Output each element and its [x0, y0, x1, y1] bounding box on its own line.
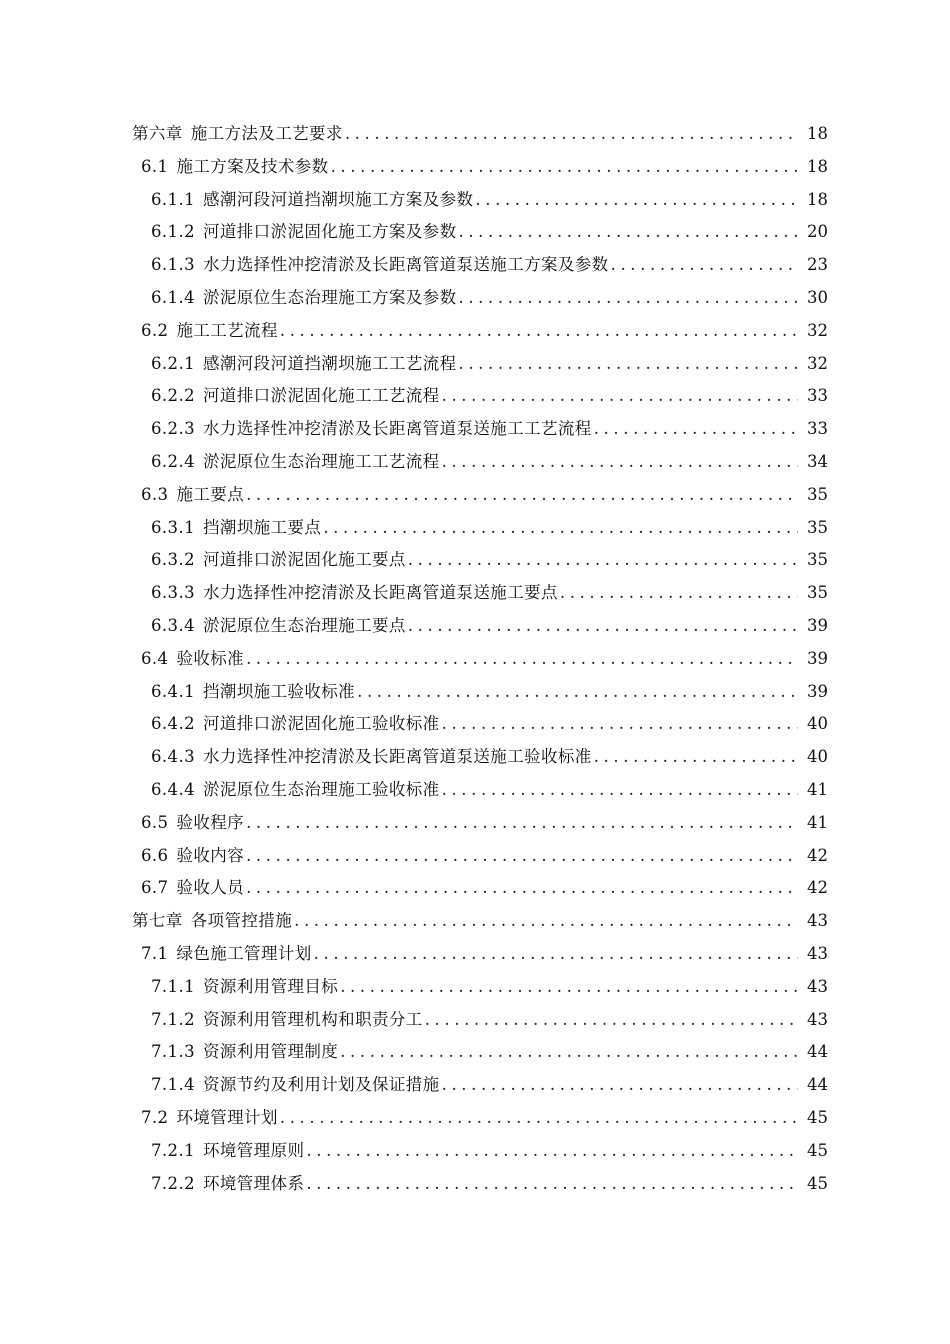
toc-entry-number: 6.4 — [141, 648, 169, 668]
toc-entry-title: 验收内容 — [176, 845, 245, 865]
toc-entry-number: 6.4.3 — [151, 747, 195, 767]
toc-entry[interactable] — [0, 676, 950, 709]
toc-dot-leader — [442, 774, 798, 807]
toc-entry-label — [141, 840, 244, 873]
toc-entry-label — [151, 512, 321, 545]
toc-entry-title: 资源利用管理制度 — [202, 1042, 339, 1062]
toc-entry-title: 河道排口淤泥固化施工方案及参数 — [202, 222, 457, 242]
toc-dot-leader — [323, 512, 798, 545]
toc-page-number: 34 — [807, 451, 828, 471]
toc-entry-label — [151, 413, 592, 446]
toc-page-number: 39 — [807, 615, 828, 635]
toc-entry[interactable] — [0, 249, 950, 282]
toc-entry-label — [141, 872, 244, 905]
toc-entry[interactable] — [0, 807, 950, 840]
toc-dot-leader — [246, 479, 798, 512]
toc-entry-number: 7.1.2 — [151, 1009, 195, 1029]
toc-entry-title: 绿色施工管理计划 — [176, 943, 312, 963]
toc-entry-number: 6.4.2 — [151, 714, 195, 734]
toc-entry-label — [151, 1069, 440, 1102]
toc-entry-label — [151, 971, 338, 1004]
toc-entry-label — [151, 380, 440, 413]
toc-entry[interactable] — [0, 1036, 950, 1069]
toc-entry-title: 河道排口淤泥固化施工验收标准 — [202, 714, 440, 734]
toc-entry-title: 挡潮坝施工验收标准 — [202, 681, 356, 701]
toc-entry-title: 验收人员 — [176, 878, 245, 898]
toc-entry-title: 施工方法及工艺要求 — [190, 124, 343, 143]
toc-entry-label — [151, 184, 473, 217]
toc-entry[interactable] — [0, 315, 950, 348]
toc-entry-title: 淤泥原位生态治理施工要点 — [202, 615, 406, 635]
toc-dot-leader — [246, 643, 798, 676]
toc-entry-title: 资源利用管理机构和职责分工 — [202, 1009, 423, 1029]
toc-dot-leader — [314, 938, 798, 971]
toc-dot-leader — [408, 610, 798, 643]
toc-entry-label — [151, 708, 440, 741]
toc-entry[interactable] — [0, 1004, 950, 1037]
toc-entry[interactable] — [0, 741, 950, 774]
toc-entry-label — [151, 610, 406, 643]
toc-entry[interactable] — [0, 1069, 950, 1102]
toc-dot-leader — [306, 1168, 798, 1201]
toc-entry-title: 环境管理原则 — [202, 1140, 305, 1160]
toc-entry[interactable] — [0, 479, 950, 512]
toc-entry-number: 6.1.2 — [151, 222, 195, 242]
toc-entry-number: 6.1.4 — [151, 287, 195, 307]
toc-dot-leader — [458, 282, 798, 315]
toc-dot-leader — [340, 971, 798, 1004]
toc-entry-title: 资源节约及利用计划及保证措施 — [202, 1075, 440, 1095]
toc-entry-number: 6.1.1 — [151, 189, 195, 209]
toc-dot-leader — [475, 184, 798, 217]
toc-entry-title: 施工工艺流程 — [176, 320, 278, 340]
toc-entry-number: 7.2.2 — [151, 1173, 195, 1193]
toc-dot-leader — [458, 216, 798, 249]
toc-dot-leader — [442, 380, 798, 413]
toc-page-number: 30 — [807, 287, 828, 307]
toc-entry-label — [151, 1168, 304, 1201]
toc-page-number: 33 — [807, 419, 828, 439]
toc-entry-number: 6.2.1 — [151, 353, 195, 373]
toc-page-number: 45 — [807, 1140, 828, 1160]
toc-entry[interactable] — [0, 1168, 950, 1201]
toc-entry-title: 水力选择性冲挖清淤及长距离管道泵送施工方案及参数 — [202, 255, 609, 275]
toc-entry-label — [151, 1004, 423, 1037]
toc-page-number: 35 — [807, 550, 828, 570]
toc-entry-title: 挡潮坝施工要点 — [202, 517, 322, 537]
toc-entry-title: 环境管理体系 — [202, 1173, 305, 1193]
toc-entry-number: 6.3.1 — [151, 517, 195, 537]
toc-dot-leader — [331, 151, 798, 184]
toc-entry-title: 水力选择性冲挖清淤及长距离管道泵送施工要点 — [202, 583, 558, 603]
toc-page-number: 44 — [807, 1075, 828, 1095]
toc-entry-title: 淤泥原位生态治理施工方案及参数 — [202, 287, 457, 307]
toc-entry-label — [141, 807, 244, 840]
toc-page-number: 18 — [807, 189, 828, 209]
toc-dot-leader — [345, 118, 798, 151]
toc-dot-leader — [246, 872, 798, 905]
toc-entry[interactable] — [0, 1102, 950, 1135]
toc-entry[interactable] — [0, 872, 950, 905]
toc-page-number: 18 — [807, 124, 828, 143]
toc-dot-leader — [246, 807, 798, 840]
toc-page-number: 39 — [807, 681, 828, 701]
toc-entry-title: 河道排口淤泥固化施工工艺流程 — [202, 386, 440, 406]
toc-dot-leader — [425, 1004, 798, 1037]
toc-entry-title: 环境管理计划 — [176, 1107, 278, 1127]
toc-entry-title: 施工方案及技术参数 — [176, 156, 329, 176]
toc-page-number: 45 — [807, 1173, 828, 1193]
toc-page-number: 23 — [807, 255, 828, 275]
toc-entry[interactable] — [0, 512, 950, 545]
toc-entry[interactable] — [0, 1135, 950, 1168]
toc-entry-number: 6.3.2 — [151, 550, 195, 570]
toc-dot-leader — [246, 840, 798, 873]
toc-entry[interactable] — [0, 184, 950, 217]
toc-dot-leader — [280, 1102, 798, 1135]
toc-page-number: 43 — [807, 911, 828, 931]
toc-entry[interactable] — [0, 577, 950, 610]
toc-entry-label — [151, 774, 440, 807]
toc-page-number: 35 — [807, 484, 828, 504]
toc-page-number: 41 — [807, 812, 828, 832]
toc-entry[interactable] — [0, 380, 950, 413]
toc-entry-label — [151, 249, 609, 282]
toc-entry-label — [141, 315, 278, 348]
toc-page-number: 35 — [807, 583, 828, 603]
toc-entry-label — [141, 643, 244, 676]
toc-dot-leader — [594, 741, 798, 774]
toc-dot-leader — [442, 708, 798, 741]
toc-entry-title: 验收标准 — [176, 648, 245, 668]
toc-dot-leader — [340, 1036, 798, 1069]
toc-entry[interactable] — [0, 413, 950, 446]
toc-entry-title: 验收程序 — [176, 812, 245, 832]
toc-page-number: 41 — [807, 779, 828, 799]
toc-entry[interactable] — [0, 118, 950, 151]
toc-entry[interactable] — [0, 610, 950, 643]
toc-dot-leader — [280, 315, 798, 348]
toc-page-number: 20 — [807, 222, 828, 242]
toc-entry[interactable] — [0, 905, 950, 938]
toc-entry-number: 7.2 — [141, 1107, 169, 1127]
toc-entry-title: 水力选择性冲挖清淤及长距离管道泵送施工验收标准 — [202, 747, 592, 767]
toc-entry-number: 6.4.4 — [151, 779, 195, 799]
toc-entry[interactable] — [0, 544, 950, 577]
toc-entry-number: 第七章 — [132, 911, 183, 931]
toc-entry-label — [151, 282, 456, 315]
toc-entry-title: 感潮河段河道挡潮坝施工方案及参数 — [202, 189, 474, 209]
toc-entry[interactable] — [0, 971, 950, 1004]
toc-dot-leader — [594, 413, 798, 446]
toc-entry-number: 6.6 — [141, 845, 169, 865]
toc-entry-number: 6.7 — [141, 878, 169, 898]
toc-dot-leader — [294, 905, 798, 938]
toc-entry-label — [141, 938, 312, 971]
toc-dot-leader — [458, 348, 798, 381]
toc-entry-number: 7.1.3 — [151, 1042, 195, 1062]
toc-entry-title: 各项管控措施 — [190, 911, 293, 931]
toc-entry-title: 施工要点 — [176, 484, 245, 504]
toc-entry-label — [141, 1102, 278, 1135]
toc-dot-leader — [611, 249, 798, 282]
toc-entry-number: 6.2.4 — [151, 451, 195, 471]
toc-page-number: 43 — [807, 943, 828, 963]
toc-entry-title: 水力选择性冲挖清淤及长距离管道泵送施工工艺流程 — [202, 419, 592, 439]
toc-entry[interactable] — [0, 708, 950, 741]
toc-page-number: 32 — [807, 320, 828, 340]
toc-entry-label — [141, 151, 329, 184]
toc-entry-number: 7.1.1 — [151, 976, 195, 996]
toc-page-number: 43 — [807, 976, 828, 996]
toc-entry[interactable] — [0, 216, 950, 249]
toc-entry-label — [132, 905, 292, 938]
toc-entry[interactable] — [0, 282, 950, 315]
toc-entry[interactable] — [0, 151, 950, 184]
table-of-contents — [0, 118, 950, 1200]
toc-entry[interactable] — [0, 348, 950, 381]
toc-entry-number: 7.2.1 — [151, 1140, 195, 1160]
toc-entry-label — [151, 348, 456, 381]
toc-entry-number: 6.5 — [141, 812, 169, 832]
toc-entry-number: 7.1.4 — [151, 1075, 195, 1095]
toc-page-number: 18 — [807, 156, 828, 176]
toc-entry[interactable] — [0, 938, 950, 971]
toc-entry-number: 6.1.3 — [151, 255, 195, 275]
toc-entry[interactable] — [0, 643, 950, 676]
toc-entry-title: 河道排口淤泥固化施工要点 — [202, 550, 406, 570]
toc-dot-leader — [357, 676, 798, 709]
toc-entry-number: 6.3 — [141, 484, 169, 504]
toc-entry-number: 第六章 — [132, 124, 183, 143]
toc-page-number: 32 — [807, 353, 828, 373]
toc-entry-label — [151, 577, 558, 610]
toc-page-number: 39 — [807, 648, 828, 668]
toc-entry[interactable] — [0, 840, 950, 873]
toc-entry[interactable] — [0, 446, 950, 479]
toc-page-number: 35 — [807, 517, 828, 537]
toc-entry-number: 6.2.3 — [151, 419, 195, 439]
toc-entry-title: 感潮河段河道挡潮坝施工工艺流程 — [202, 353, 457, 373]
toc-entry-label — [151, 446, 440, 479]
toc-entry-number: 6.2 — [141, 320, 169, 340]
toc-page-number: 42 — [807, 878, 828, 898]
toc-entry-number: 6.2.2 — [151, 386, 195, 406]
toc-entry-label — [151, 741, 592, 774]
toc-entry-title: 淤泥原位生态治理施工工艺流程 — [202, 451, 440, 471]
toc-dot-leader — [560, 577, 798, 610]
toc-entry-title: 淤泥原位生态治理施工验收标准 — [202, 779, 440, 799]
toc-dot-leader — [442, 1069, 798, 1102]
toc-entry-number: 6.3.3 — [151, 583, 195, 603]
toc-entry-label — [151, 1036, 338, 1069]
toc-entry-label — [151, 216, 456, 249]
toc-page-number: 40 — [807, 714, 828, 734]
toc-page-number: 45 — [807, 1107, 828, 1127]
toc-entry-number: 6.3.4 — [151, 615, 195, 635]
toc-entry-number: 6.4.1 — [151, 681, 195, 701]
toc-entry-label — [141, 479, 244, 512]
toc-page-number: 43 — [807, 1009, 828, 1029]
toc-page-number: 42 — [807, 845, 828, 865]
toc-entry[interactable] — [0, 774, 950, 807]
toc-dot-leader — [408, 544, 798, 577]
toc-page-number: 44 — [807, 1042, 828, 1062]
toc-dot-leader — [306, 1135, 798, 1168]
toc-page-number: 40 — [807, 747, 828, 767]
toc-entry-title: 资源利用管理目标 — [202, 976, 339, 996]
toc-dot-leader — [442, 446, 798, 479]
toc-entry-label — [151, 544, 406, 577]
toc-entry-number: 7.1 — [141, 943, 169, 963]
toc-entry-label — [151, 1135, 304, 1168]
toc-entry-number: 6.1 — [141, 156, 169, 176]
toc-page-number: 33 — [807, 386, 828, 406]
toc-entry-label — [132, 118, 343, 151]
toc-entry-label — [151, 676, 355, 709]
